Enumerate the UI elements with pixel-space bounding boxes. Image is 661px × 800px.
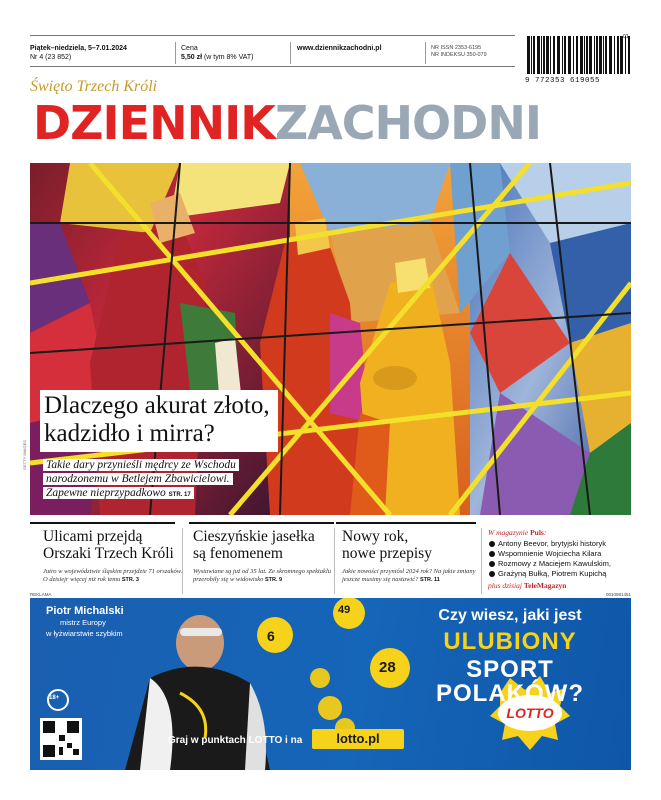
story-title-line2: nowe przepisy [342,545,432,562]
header-divider [290,42,291,64]
header-top-rule [30,35,515,36]
magazine-name: Puls [530,528,544,537]
barcode-bar [541,36,542,74]
barcode-bar [620,36,623,74]
magazine-plus-text: plus dzisiaj [488,581,522,590]
barcode-bar [596,36,598,74]
barcode-bar [546,36,549,74]
barcode-bar [576,36,578,74]
barcode-bar [584,36,585,74]
price-info [181,44,254,62]
barcode-bar [603,36,604,74]
barcode-bar [614,36,615,74]
issue-number: Nr 4 (23 852) [30,54,72,61]
story-page-ref: STR. 9 [264,577,283,583]
masthead-title-part1: DZIENNIK [33,96,275,150]
barcode-bar [537,36,540,74]
issn-info [431,45,487,59]
deck-line3: Zapewne nieprzypadkowo [46,487,166,499]
column-divider [334,528,335,594]
ad-code: 0010981451 [606,592,632,597]
barcode-bar [609,36,612,74]
barcode-bar [531,36,532,74]
barcode-bar [568,36,571,74]
story-title-line2: są fenomenem [193,545,283,562]
ad-label: REKLAMA [30,592,52,597]
lotto-logo: LOTTO [506,705,554,721]
headline-line1: Dlaczego akurat złoto, [44,392,270,419]
story-teaser[interactable] [43,528,183,584]
story-title-line1: Nowy rok, [342,528,409,545]
story-title-line1: Ulicami przejdą [43,528,143,545]
lotto-advertisement[interactable] [30,598,631,770]
barcode-bar [589,36,592,74]
index-number: NR INDEKSU 350-079 [431,52,487,58]
barcode-bar [599,36,602,74]
header-divider [425,42,426,64]
price-vat: (w tym 8% VAT) [203,54,254,61]
story-summary: Jutro w województwie śląskim przejdzie 71 orszaków. O dzisiejr więcej niż rok temu [43,568,183,583]
headline-line2: kadzidło i mirra? [44,420,215,447]
ad-person-line2: mistrz Europy [60,618,106,627]
barcode-bar [594,36,595,74]
story-teaser[interactable] [342,528,482,584]
website-link[interactable]: www.dziennikzachodni.pl [297,45,382,52]
barcode-bar [562,36,563,74]
story-rule [30,522,175,524]
barcode-bar [543,36,545,74]
barcode-bar [557,36,560,74]
skater-head [176,615,224,671]
issue-date: Piątek–niedziela, 5–7.01.2024 [30,45,127,52]
magazine-box[interactable]: W magazynie Puls: Antony Beevor, brytyjski historyk Wspomnienie Wojciecha Kilara Rozmowy z Maciejem Kawulskim, Grażyną Bułką, Piotrem Kupichą plus dzisiaj TeleMagazyn [488,528,633,591]
story-teaser[interactable] [193,528,333,584]
magazine-item: Antony Beevor, brytyjski historyk [488,539,633,549]
barcode-bar [550,36,551,74]
column-divider [481,528,482,594]
magazine-item-continued: Grażyną Bułką, Piotrem Kupichą [488,569,633,579]
story-rule [336,522,476,524]
barcode-number: 9 772353 619055 [525,77,601,85]
deck-line2: narodzonemu w Betlejem Zbawicielowi. [43,473,233,485]
photo-credit: GETTY IMAGES [22,440,27,470]
issn: NR ISSN 2353-6195 [431,45,482,51]
ad-question-line2: ULUBIONY [443,628,577,655]
magazine-item: Rozmowy z Maciejem Kawulskim, [488,559,633,569]
story-title-line1: Cieszyńskie jasełka [193,528,315,545]
barcode-bar [617,36,619,74]
barcode-bar [564,36,566,74]
main-deck [43,458,283,502]
barcode-suffix: 01 [623,34,629,40]
magazine-intro: W magazynie [488,528,529,537]
barcode-bar [628,36,630,74]
lotto-ball: 49 [338,604,351,616]
masthead-logo[interactable] [33,96,541,150]
barcode-bar [586,36,588,74]
barcode-bar [580,36,583,74]
story-rule [189,522,334,524]
story-page-ref: STR. 3 [121,577,139,583]
barcode-bar [625,36,626,74]
price-value: 5,50 zł [181,54,203,61]
ad-person-line3: w łyżwiarstwie szybkim [46,629,123,638]
magazine-item: Wspomnienie Wojciecha Kilara [488,549,633,559]
story-title-line2: Orszaki Trzech Króli [43,545,174,562]
header-bottom-rule [30,66,515,67]
main-headline[interactable] [40,390,278,452]
magazine-plus-name: TeleMagazyn [523,581,567,590]
story-summary: Wystawiane są już od 35 lat. Ze skromnego spektaklu przerobiły się w widowisko [193,568,331,583]
lotto-ball: 28 [379,659,396,676]
barcode-bar [527,36,530,74]
barcode-bar [573,36,574,74]
column-divider [182,528,183,594]
story-page-ref: STR. 11 [420,577,440,583]
deck-line1: Takie dary przynieśli mędrcy ze Wschodu [43,459,239,471]
barcode-bar [533,36,535,74]
magazine-list [488,539,633,579]
ad-person-name: Piotr Michalski [46,605,124,617]
lotto-url-button[interactable]: lotto.pl [312,729,404,749]
barcode-bar [553,36,555,74]
masthead-title-part2: ZACHODNI [274,96,541,150]
issue-info [30,44,127,62]
age-badge: 18+ [49,695,60,701]
ad-question [395,608,625,706]
price-label: Cena [181,45,198,52]
ad-cta: Graj w punktach LOTTO i na [168,735,303,746]
barcode [525,36,633,88]
lotto-ball: 6 [267,628,275,644]
main-page-ref: STR. 17 [168,492,191,498]
barcode-bar [605,36,607,74]
ad-question-line1: Czy wiesz, jaki jest [438,607,582,624]
header-divider [175,42,176,64]
ad-person [46,606,124,639]
story-summary: Jakie nowości przyniósł 2024 rok? Na jakie zmiany jeszcze musimy się nastawić? [342,568,476,583]
ad-question-line3: SPORT POLAKÓW? [436,656,584,707]
masthead-tagline: Święto Trzech Króli [30,78,158,95]
